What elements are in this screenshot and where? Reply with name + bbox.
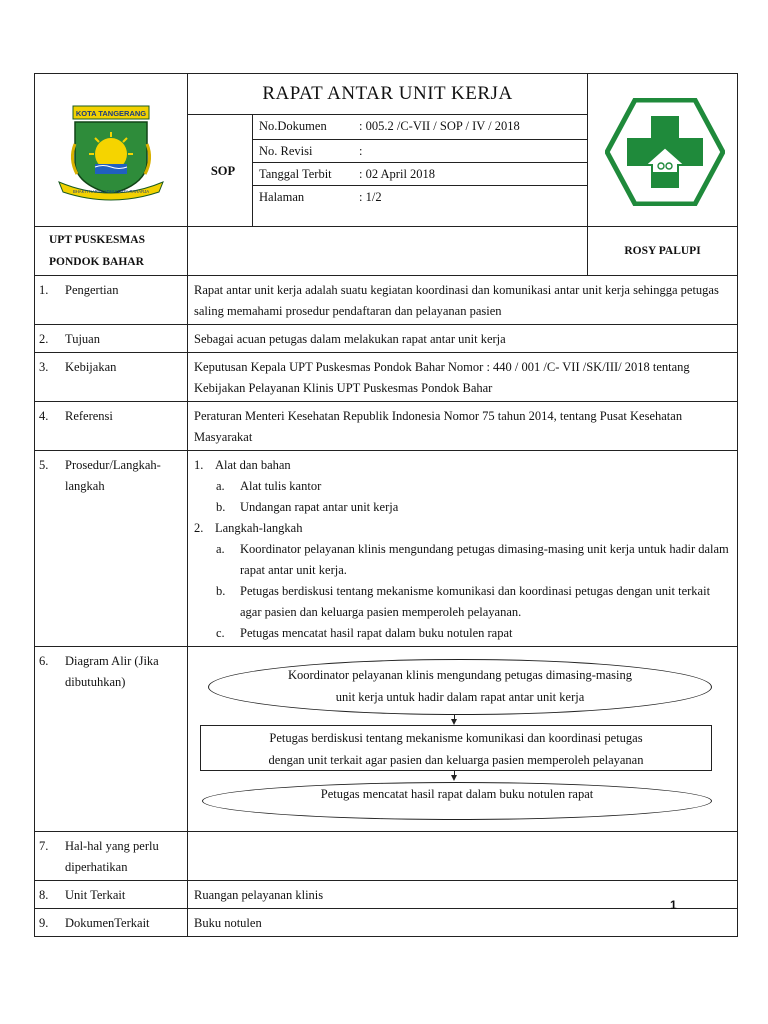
unit-name — [35, 227, 188, 276]
row-label: Referensi — [65, 409, 113, 423]
item-letter: c. — [216, 626, 225, 640]
meta-value: : 1/2 — [359, 190, 382, 204]
label-referensi — [35, 402, 188, 451]
emblem-motto-text: BHAKTI KARYA ADHI KERTA RAHARJA — [72, 189, 150, 194]
item-text: Koordinator pelayanan klinis mengundang petugas dimasing-masing unit kerja untuk hadir dalam rapat antar unit kerja. — [240, 542, 729, 577]
item-text: Petugas mencatat hasil rapat dalam buku notulen rapat — [240, 626, 513, 640]
value-prosedur — [188, 451, 738, 647]
label-halhal — [35, 832, 188, 881]
row-number: 8. — [39, 888, 49, 902]
meta-row-dokumen — [253, 115, 588, 140]
row-number: 9. — [39, 916, 49, 930]
value-kebijakan: Keputusan Kepala UPT Puskesmas Pondok Bahar Nomor : 440 / 001 /C- VII /SK/III/ 2018 tentang Kebijakan Pelayanan Klinis UPT Puskesmas Pondok Bahar — [188, 353, 738, 402]
row-label: Pengertian — [65, 283, 119, 297]
item-text: Alat tulis kantor — [240, 479, 322, 493]
sop-document — [34, 73, 737, 937]
row-label: Hal-hal yang perlu — [65, 839, 159, 853]
document-title: RAPAT ANTAR UNIT KERJA — [188, 74, 588, 115]
value-pengertian: Rapat antar unit kerja adalah suatu kegiatan koordinasi dan komunikasi antar unit kerja sehingga petugas saling memahami prosedur pendaftaran dan pelayanan pasien — [188, 276, 738, 325]
row-label: Kebijakan — [65, 360, 117, 374]
label-pengertian — [35, 276, 188, 325]
list-item — [216, 497, 731, 518]
right-logo-cell — [588, 74, 738, 227]
sop-label: SOP — [188, 115, 253, 227]
unit-line1: UPT PUSKESMAS — [49, 234, 145, 246]
row-label-cont: diperhatikan — [65, 860, 128, 874]
row-label: Diagram Alir (Jika — [65, 654, 159, 668]
item-letter: a. — [216, 479, 225, 493]
puskesmas-cross-logo — [605, 98, 725, 206]
left-logo-cell — [35, 74, 188, 227]
meta-label: No.Dokumen — [259, 119, 327, 133]
row-label: Prosedur/Langkah- — [65, 458, 161, 472]
row-number: 6. — [39, 654, 49, 668]
list-item — [216, 476, 731, 497]
list-item — [216, 581, 731, 623]
flow-step-text: dengan unit terkait agar pasien dan keluarga pasien memperoleh pelayanan — [268, 753, 644, 767]
row-number: 7. — [39, 839, 49, 853]
row-number: 3. — [39, 360, 49, 374]
meta-value: : 005.2 /C-VII / SOP / IV / 2018 — [359, 119, 520, 133]
emblem-banner-text: KOTA TANGERANG — [75, 109, 147, 118]
alat-section — [194, 455, 731, 518]
flow-arrowhead — [451, 775, 457, 781]
label-prosedur — [35, 451, 188, 647]
flow-step-2 — [200, 725, 712, 771]
langkah-title: Langkah-langkah — [215, 521, 303, 535]
kota-tangerang-emblem — [51, 104, 171, 204]
flow-step-text: Koordinator pelayanan klinis mengundang petugas dimasing-masing — [287, 668, 633, 682]
label-kebijakan — [35, 353, 188, 402]
blank-sign-area — [188, 227, 588, 276]
item-text: Petugas berdiskusi tentang mekanisme komunikasi dan koordinasi petugas dengan unit terkait agar pasien dan keluarga pasien memperoleh pelayanan. — [240, 584, 711, 619]
item-text: Undangan rapat antar unit kerja — [240, 500, 399, 514]
flowchart — [188, 647, 737, 831]
item-letter: b. — [216, 584, 226, 598]
meta-row-halaman — [253, 186, 588, 227]
item-letter: b. — [216, 500, 226, 514]
label-dokumen-terkait — [35, 909, 188, 937]
row-number: 1. — [39, 283, 49, 297]
langkah-section — [194, 518, 731, 644]
row-label: DokumenTerkait — [65, 916, 150, 930]
row-label: Tujuan — [65, 332, 100, 346]
page-number: 1 — [670, 898, 677, 912]
row-number: 4. — [39, 409, 49, 423]
meta-value: : — [359, 144, 363, 158]
sop-table — [34, 73, 738, 937]
value-halhal — [188, 832, 738, 881]
label-diagram — [35, 647, 188, 832]
value-dokumen-terkait: Buku notulen — [188, 909, 738, 937]
value-tujuan: Sebagai acuan petugas dalam melakukan rapat antar unit kerja — [188, 325, 738, 353]
meta-label: Halaman — [259, 190, 305, 204]
alat-title: Alat dan bahan — [215, 458, 291, 472]
label-unit-terkait — [35, 881, 188, 909]
item-number: 2. — [194, 521, 204, 535]
unit-line2: PONDOK BAHAR — [49, 256, 144, 268]
row-number: 2. — [39, 332, 49, 346]
list-item — [216, 623, 731, 644]
value-unit-terkait: Ruangan pelayanan klinis — [188, 881, 738, 909]
flow-step-3: Petugas mencatat hasil rapat dalam buku notulen rapat — [202, 782, 712, 820]
row-number: 5. — [39, 458, 49, 472]
meta-row-revisi — [253, 140, 588, 163]
meta-value: : 02 April 2018 — [359, 167, 436, 181]
item-letter: a. — [216, 542, 225, 556]
row-label: Unit Terkait — [65, 888, 126, 902]
value-referensi: Peraturan Menteri Kesehatan Republik Indonesia Nomor 75 tahun 2014, tentang Pusat Kesehatan Masyarakat — [188, 402, 738, 451]
flow-step-1 — [208, 659, 712, 715]
flow-step-text: unit kerja untuk hadir dalam rapat antar unit kerja — [335, 690, 585, 704]
item-number: 1. — [194, 458, 204, 472]
flow-step-text: Petugas berdiskusi tentang mekanisme komunikasi dan koordinasi petugas — [269, 731, 643, 745]
flowchart-cell — [188, 647, 738, 832]
label-tujuan — [35, 325, 188, 353]
row-label-cont: dibutuhkan) — [65, 675, 126, 689]
meta-label: No. Revisi — [259, 144, 313, 158]
row-label-cont: langkah — [65, 479, 105, 493]
meta-row-tanggal — [253, 163, 588, 186]
list-item — [216, 539, 731, 581]
meta-label: Tanggal Terbit — [259, 167, 332, 181]
signatory: ROSY PALUPI — [588, 227, 738, 276]
